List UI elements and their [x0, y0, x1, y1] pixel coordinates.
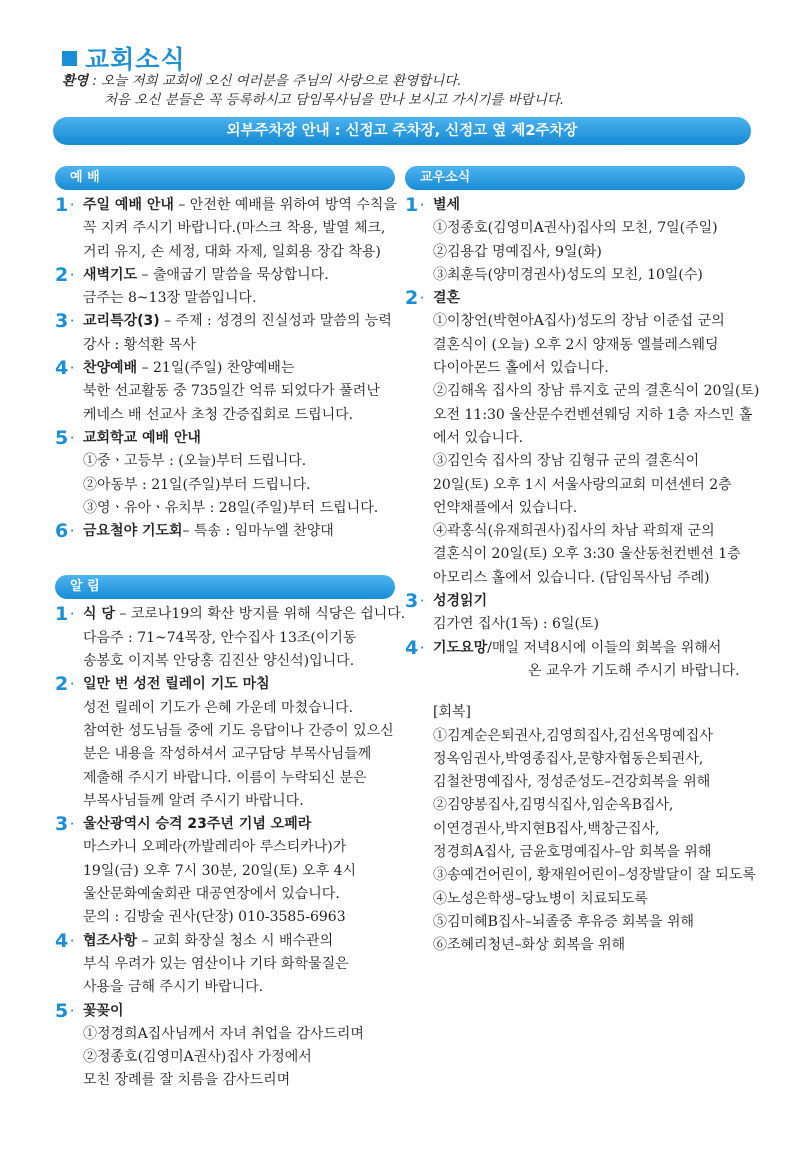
item-heading: 식 당 — [83, 606, 115, 623]
member-news-item — [405, 194, 745, 287]
item-first-line — [83, 1000, 395, 1023]
item-first-line — [433, 590, 745, 613]
item-text-line: 부식 우려가 있는 염산이나 기타 화학물질은 — [83, 955, 349, 972]
notice-item — [55, 930, 395, 1000]
item-heading: 교회학교 예배 안내 — [83, 429, 201, 446]
item-text-line: ④곽홍식(유재희권사)집사의 차남 곽희재 군의 — [433, 523, 715, 540]
page-title: 교회소식 — [62, 40, 186, 76]
item-first-line: 주일 예배 안내 – 안전한 예배를 위하여 방역 수칙을 — [83, 197, 397, 213]
item-text-line: 부목사님들께 알려 주시기 바랍니다. — [83, 792, 304, 809]
item-number: 1 · — [55, 603, 75, 626]
item-text-line: 문의 : 김방술 권사(단장) 010-3585-6963 — [83, 909, 346, 926]
recovery-line: 이연경권사,박지현B집사,백창근집사, — [433, 820, 660, 837]
item-first-line — [83, 427, 395, 450]
notices-header: 알 림 — [55, 575, 395, 599]
notice-item — [55, 673, 395, 813]
item-heading: 결혼 — [433, 290, 461, 307]
item-heading: 협조사항 — [83, 932, 138, 949]
item-text-line: ①정종호(김영미A권사)집사의 모친, 7일(주일) — [433, 220, 718, 237]
parking-banner: 외부주차장 안내 : 신정고 주차장, 신정고 옆 제2주차장 — [53, 117, 751, 145]
notice-item — [55, 1000, 395, 1093]
item-text-line: 송봉호 이지복 안당홍 김진산 양신석)입니다. — [83, 653, 355, 670]
item-text-line: ②아동부 : 21일(주일)부터 드립니다. — [83, 476, 311, 493]
item-text-line: 20일(토) 오후 1시 서울사랑의교회 미션센터 2층 — [433, 476, 732, 493]
square-bullet-icon — [62, 51, 77, 66]
item-text-line: ①이창언(박현아A집사)성도의 장남 이준섭 군의 — [433, 313, 725, 330]
recovery-line: ⑤김미혜B집사–뇌졸중 후유증 회복을 위해 — [433, 913, 695, 930]
item-text-line: ③영ㆍ유아ㆍ유치부 : 28일(주일)부터 드립니다. — [83, 499, 379, 516]
item-number: 2 · — [55, 673, 75, 696]
item-text-line: ①중ㆍ고등부 : (오늘)부터 드립니다. — [83, 453, 307, 470]
item-text-line: 에서 있습니다. — [433, 429, 524, 446]
item-number: 4 · — [55, 357, 75, 380]
item-text-line: 울산문화예술회관 대공연장에서 있습니다. — [83, 886, 340, 903]
member-news-item — [405, 590, 745, 637]
item-heading: 성경읽기 — [433, 593, 488, 610]
item-number: 5 · — [55, 426, 75, 449]
item-text-line: 강사 : 황석환 목사 — [83, 336, 196, 353]
item-text-line: ③김인숙 집사의 장남 김형규 군의 결혼식이 — [433, 453, 700, 470]
item-heading: 찬양예배 — [83, 360, 138, 377]
item-first-line: 새벽기도 – 출애굽기 말씀을 묵상합니다. — [83, 266, 329, 283]
item-number: 1 · — [55, 194, 75, 216]
welcome-label: 환영 — [62, 73, 89, 89]
worship-item — [55, 520, 395, 543]
right-column — [405, 166, 760, 958]
item-heading: 꽃꽂이 — [83, 1002, 124, 1019]
worship-item — [55, 310, 395, 357]
item-number: 2 · — [55, 263, 75, 286]
item-text-line: ③최훈득(양미경권사)성도의 모친, 10일(수) — [433, 266, 703, 283]
item-number: 4 · — [405, 636, 425, 659]
item-text-line: 사용을 금해 주시기 바랍니다. — [83, 979, 264, 996]
item-text-line: 결혼식이 (오늘) 오후 2시 양재동 엘블레스웨딩 — [433, 336, 719, 353]
item-text-line: ①정경희A집사님께서 자녀 취업을 감사드리며 — [83, 1025, 364, 1042]
item-number: 2 · — [405, 287, 425, 310]
item-first-line — [83, 673, 395, 696]
worship-item — [55, 357, 395, 427]
item-heading: 교리특강(3) — [83, 313, 160, 330]
item-first-line: 교리특강(3) – 주제 : 성경의 진실성과 말씀의 능력 — [83, 313, 392, 330]
member-news-item — [405, 287, 760, 590]
item-number: 6 · — [55, 520, 75, 543]
item-first-line: 기도요망/매일 저녁8시에 이들의 회복을 위해서 — [433, 639, 722, 656]
item-text-line: 아모리스 홀에서 있습니다. (담임목사님 주례) — [433, 569, 710, 586]
members-list — [405, 194, 760, 683]
item-heading: 주일 예배 안내 — [83, 197, 174, 213]
item-number: 3 · — [55, 310, 75, 333]
item-first-line: 협조사항 – 교회 화장실 청소 시 배수관의 — [83, 932, 334, 949]
item-text-line: 김가연 집사(1독) : 6일(토) — [433, 616, 599, 633]
recovery-line: ②김양봉집사,김명식집사,임순옥B집사, — [433, 797, 674, 814]
item-text-line: 케네스 배 선교사 초청 간증집회로 드립니다. — [83, 406, 354, 423]
item-heading: 일만 번 성전 릴레이 기도 마침 — [83, 676, 270, 693]
recovery-line: 정경희A집사, 금윤호명예집사–암 회복을 위해 — [433, 844, 712, 861]
worship-item — [55, 194, 395, 264]
recovery-list — [405, 725, 756, 958]
notices-list — [55, 603, 406, 1092]
item-text-line: 분은 내용을 작성하셔서 교구담당 부목사님들께 — [83, 746, 372, 763]
member-news-item — [405, 637, 745, 684]
recovery-title: [회복] — [433, 704, 471, 721]
item-text-line: ②김해옥 집사의 장남 류지호 군의 결혼식이 20일(토) — [433, 383, 760, 400]
recovery-line: ①김계순은퇴권사,김영희집사,김선옥명예집사 — [433, 727, 713, 744]
item-text-line: 다이아몬드 홀에서 있습니다. — [433, 360, 609, 377]
item-text-line: 오전 11:30 울산문수컨벤션웨딩 지하 1층 자스민 홀 — [433, 406, 753, 423]
item-text-line: 성전 릴레이 기도가 은혜 가운데 마쳤습니다. — [83, 699, 354, 716]
notice-item — [55, 603, 406, 673]
item-number: 5 · — [55, 999, 75, 1022]
item-text-line: 금주는 8~13장 말씀입니다. — [83, 290, 257, 307]
item-heading: 새벽기도 — [83, 266, 138, 283]
item-text-line: ②정종호(김영미A권사)집사 가정에서 — [83, 1049, 312, 1066]
item-number: 4 · — [55, 929, 75, 952]
item-heading: 울산광역시 승격 23주년 기념 오페라 — [83, 816, 312, 833]
item-number: 1 · — [405, 194, 425, 216]
item-text-line: 꼭 지켜 주시기 바랍니다.(마스크 착용, 발열 체크, — [83, 220, 386, 237]
item-first-line — [433, 287, 745, 310]
welcome-line-1: : 오늘 저희 교회에 오신 여러분을 주님의 사랑으로 환영합니다. — [88, 73, 462, 89]
recovery-line: 정옥임권사,박영종집사,문향자협동은퇴권사, — [433, 750, 704, 767]
left-column — [55, 166, 406, 1093]
item-text-line: 19일(금) 오후 7시 30분, 20일(토) 오후 4시 — [83, 862, 357, 879]
item-number: 3 · — [55, 813, 75, 836]
item-text-line: ②김용갑 명예집사, 9일(화) — [433, 243, 602, 260]
item-text-line: 온 교우가 기도해 주시기 바랍니다. — [528, 662, 740, 679]
item-text-line: 마스카니 오페라(까발레리아 루스티카나)가 — [83, 839, 347, 856]
notice-item — [55, 813, 395, 929]
item-text-line: 다음주 : 71~74목장, 안수집사 13조(이기동 — [83, 629, 357, 646]
item-number: 3 · — [405, 590, 425, 613]
item-heading: 금요철야 기도회 — [83, 523, 183, 540]
item-text-line: 북한 선교활동 중 735일간 억류 되었다가 풀려난 — [83, 383, 380, 400]
item-heading: 기도요망 — [433, 639, 488, 656]
item-first-line: 식 당 – 코로나19의 확산 방지를 위해 식당은 쉽니다. — [83, 606, 406, 623]
worship-item — [55, 427, 395, 520]
worship-list — [55, 194, 395, 543]
item-first-line: 찬양예배 – 21일(주일) 찬양예배는 — [83, 360, 295, 377]
welcome-line-2: 처음 오신 분들은 꼭 등록하시고 담임목사님을 만나 보시고 가시기를 바랍니다. — [104, 92, 565, 108]
item-text-line: 모친 장례를 잘 치름을 감사드리며 — [83, 1072, 291, 1089]
recovery-line: 김철찬명예집사, 정성준성도–건강회복을 위해 — [433, 774, 711, 791]
item-first-line: 금요철야 기도회– 특송 : 임마누엘 찬양대 — [83, 523, 334, 540]
welcome-message — [62, 72, 564, 110]
worship-item — [55, 264, 395, 311]
recovery-line: ④노성은학생–당뇨병이 치료되도록 — [433, 890, 648, 907]
item-text-line: 제출해 주시기 바랍니다. 이름이 누락되신 분은 — [83, 769, 367, 786]
members-header: 교우소식 — [405, 166, 745, 190]
item-text-line: 언약채플에서 있습니다. — [433, 499, 578, 516]
item-first-line — [433, 194, 745, 217]
recovery-line: ③송예건어린이, 황재원어린이–성장발달이 잘 되도록 — [433, 867, 756, 884]
item-heading: 별세 — [433, 197, 461, 213]
item-text-line: 거리 유지, 손 세정, 대화 자제, 일회용 장갑 착용) — [83, 243, 381, 260]
item-text-line: 참여한 성도님들 중에 기도 응답이나 간증이 있으신 — [83, 722, 394, 739]
item-first-line — [83, 813, 395, 836]
worship-header: 예 배 — [55, 166, 395, 190]
recovery-line: ⑥조혜리청년–화상 회복을 위해 — [433, 937, 626, 954]
item-text-line: 결혼식이 20일(토) 오후 3:30 울산동천컨벤션 1층 — [433, 546, 741, 563]
